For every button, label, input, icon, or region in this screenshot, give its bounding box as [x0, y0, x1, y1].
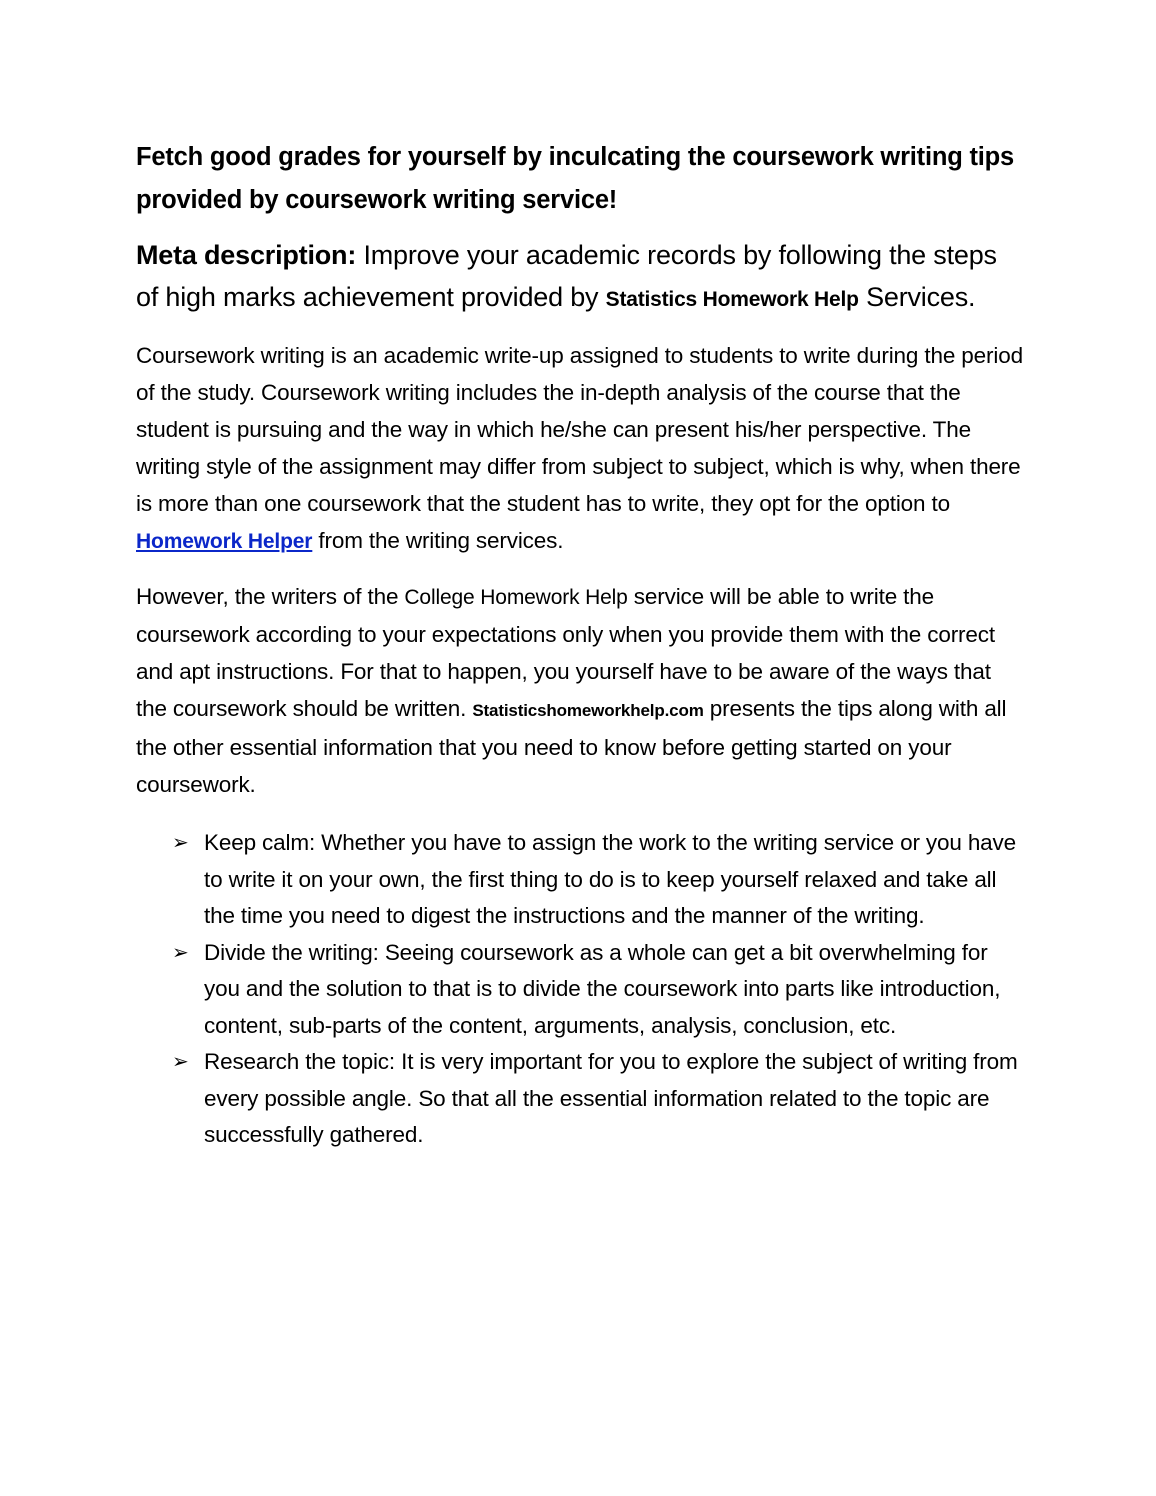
arrow-bullet-icon: ➢ [172, 1051, 189, 1073]
meta-description [136, 234, 1026, 321]
meta-description-label: Meta description: [136, 240, 357, 270]
list-item [136, 935, 1026, 1045]
college-homework-help-name: College Homework Help [404, 586, 628, 609]
meta-description-text-after: Services. [858, 282, 976, 312]
intro-paragraph-text-before: Coursework writing is an academic write-up assigned to students to write during the period of the study. Coursework writing includes the in-depth analysis of the course that the student is pursuing and the way in which he/she can present his/her perspective. The writing style of the assignment may differ from subject to subject, which is why, when there is more than one coursework that the student has to write, they opt for the option to [136, 343, 1023, 516]
meta-description-text-before: Improve your academic records by following the steps of high marks achievement provided by [136, 240, 997, 312]
second-paragraph-text-middle: service will be able to write the coursework according to your expectations only when you provide them with the correct and apt instructions. For that to happen, you yourself have to be aware of the ways that the coursework should be written. [136, 584, 995, 721]
tip-text: Keep calm: Whether you have to assign the work to the writing service or you have to write it on your own, the first thing to do is to keep yourself relaxed and take all the time you need to digest the instructions and the manner of the writing. [204, 830, 1017, 928]
intro-paragraph [136, 337, 1026, 560]
tip-text: Divide the writing: Seeing coursework as a whole can get a bit overwhelming for you and the solution to that is to divide the coursework into parts like introduction, content, sub-parts of the content, arguments, analysis, conclusion, etc. [204, 939, 1001, 1038]
second-paragraph-text-after: presents the tips along with all the other essential information that you need to know before getting started on your coursework. [136, 696, 1007, 797]
arrow-bullet-icon: ➢ [172, 832, 189, 854]
list-item [136, 1044, 1026, 1154]
document-title: Fetch good grades for yourself by inculcating the coursework writing tips provided by coursework writing service! [136, 143, 1015, 214]
intro-paragraph-text-after: from the writing services. [312, 528, 564, 553]
homework-helper-link[interactable]: Homework Helper [136, 530, 313, 553]
list-item [136, 825, 1026, 935]
tip-text: Research the topic: It is very important for you to explore the subject of writing from every possible angle. So that all the essential information related to the topic are successfully gathered. [204, 1049, 1018, 1147]
document-page [136, 136, 1026, 1154]
meta-description-brand: Statistics Homework Help [605, 288, 859, 311]
arrow-bullet-icon: ➢ [172, 941, 189, 964]
tips-list [136, 825, 1026, 1154]
second-paragraph [136, 578, 1026, 803]
second-paragraph-text-before: However, the writers of the [136, 584, 405, 609]
site-name: Statisticshomeworkhelp.com [472, 701, 704, 720]
